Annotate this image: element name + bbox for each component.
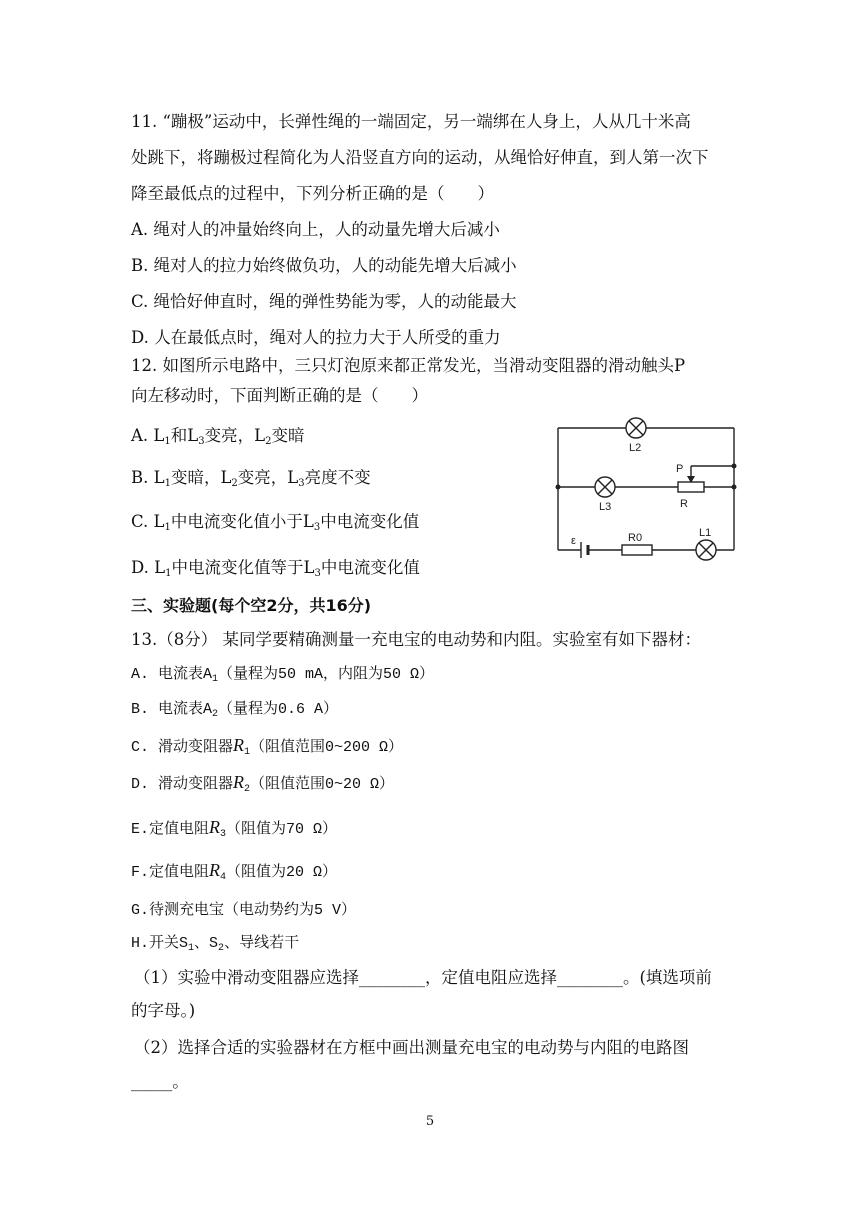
q12-option-c: C. $L_1$中电流变化值小于$L_3$中电流变化值 xyxy=(131,512,420,533)
q11-stem-line2: 处跳下，将蹦极过程简化为人沿竖直方向的运动，从绳恰好伸直，到人第一次下 xyxy=(131,148,709,167)
lamp-l2-icon xyxy=(626,418,646,438)
q12-option-b: B. $L_1$变暗，$L_2$变亮，$L_3$亮度不变 xyxy=(131,468,371,489)
q13-item-c: C. 滑动变阻器$R_1$（阻值范围0~200 Ω） xyxy=(131,735,404,758)
label-l1: L1 xyxy=(699,527,712,539)
q11-option-c: C. 绳恰好伸直时，绳的弹性势能为零，人的动能最大 xyxy=(131,292,517,311)
label-r: R xyxy=(680,498,688,510)
page-number: 5 xyxy=(425,1114,435,1129)
q12-stem-line1: 12. 如图所示电路中，三只灯泡原来都正常发光，当滑动变阻器的滑动触头P xyxy=(131,356,686,375)
q13-item-d: D. 滑动变阻器$R_2$（阻值范围0~20 Ω） xyxy=(131,772,395,795)
q12-stem-line2: 向左移动时，下面判断正确的是（ ） xyxy=(131,386,428,405)
label-p: P xyxy=(676,463,684,475)
battery-icon xyxy=(581,542,588,558)
rheostat-icon xyxy=(678,482,704,492)
q11-stem-line3: 降至最低点的过程中，下列分析正确的是（ ） xyxy=(131,184,494,203)
label-l2: L2 xyxy=(629,442,642,454)
q13-sub2-line1: （2）选择合适的实验器材在方框中画出测量充电宝的电动势与内阻的电路图 xyxy=(134,1038,689,1057)
q13-sub1-line2: 的字母。) xyxy=(131,1001,196,1020)
label-emf: ε xyxy=(571,535,576,547)
q11-stem-line1: 11. “蹦极”运动中，长弹性绳的一端固定，另一端绑在人身上，人从几十米高 xyxy=(131,112,691,131)
circuit-diagram xyxy=(548,414,748,580)
section-title: 三、实验题(每个空2分，共16分) xyxy=(131,596,372,615)
q13-item-b: B. 电流表$A_2$（量程为0.6 A） xyxy=(131,701,339,720)
resistor-r0-icon xyxy=(622,545,652,555)
q13-sub2-line2: _____。 xyxy=(131,1072,189,1091)
q13-sub1-line1: （1）实验中滑动变阻器应选择________，定值电阻应选择________。(填选项前 xyxy=(134,968,712,987)
q13-intro: 13.（8分） 某同学要精确测量一充电宝的电动势和内阻。实验室有如下器材： xyxy=(131,630,701,649)
q11-option-b: B. 绳对人的拉力始终做负功，人的动能先增大后减小 xyxy=(131,256,517,275)
q13-item-g: G.待测充电宝（电动势约为5 V） xyxy=(131,902,357,919)
label-l3: L3 xyxy=(599,501,612,513)
q13-item-h: H.开关$S_1$、$S_2$、导线若干 xyxy=(131,935,300,954)
q13-item-e: E.定值电阻$R_3$（阻值为70 Ω） xyxy=(131,817,338,840)
q11-option-d: D. 人在最低点时，绳对人的拉力大于人所受的重力 xyxy=(131,328,501,347)
q12-option-a: A. $L_1$和$L_3$变亮，$L_2$变暗 xyxy=(131,426,305,447)
q13-item-f: F.定值电阻$R_4$（阻值为20 Ω） xyxy=(131,860,338,883)
label-r0: R0 xyxy=(628,532,643,544)
lamp-l3-icon xyxy=(595,477,615,497)
q12-option-d: D. $L_1$中电流变化值等于$L_3$中电流变化值 xyxy=(131,558,420,579)
q13-item-a: A. 电流表$A_1$（量程为50 mA，内阻为50 Ω） xyxy=(131,666,435,685)
lamp-l1-icon xyxy=(696,540,716,560)
q11-option-a: A. 绳对人的冲量始终向上，人的动量先增大后减小 xyxy=(131,220,500,239)
